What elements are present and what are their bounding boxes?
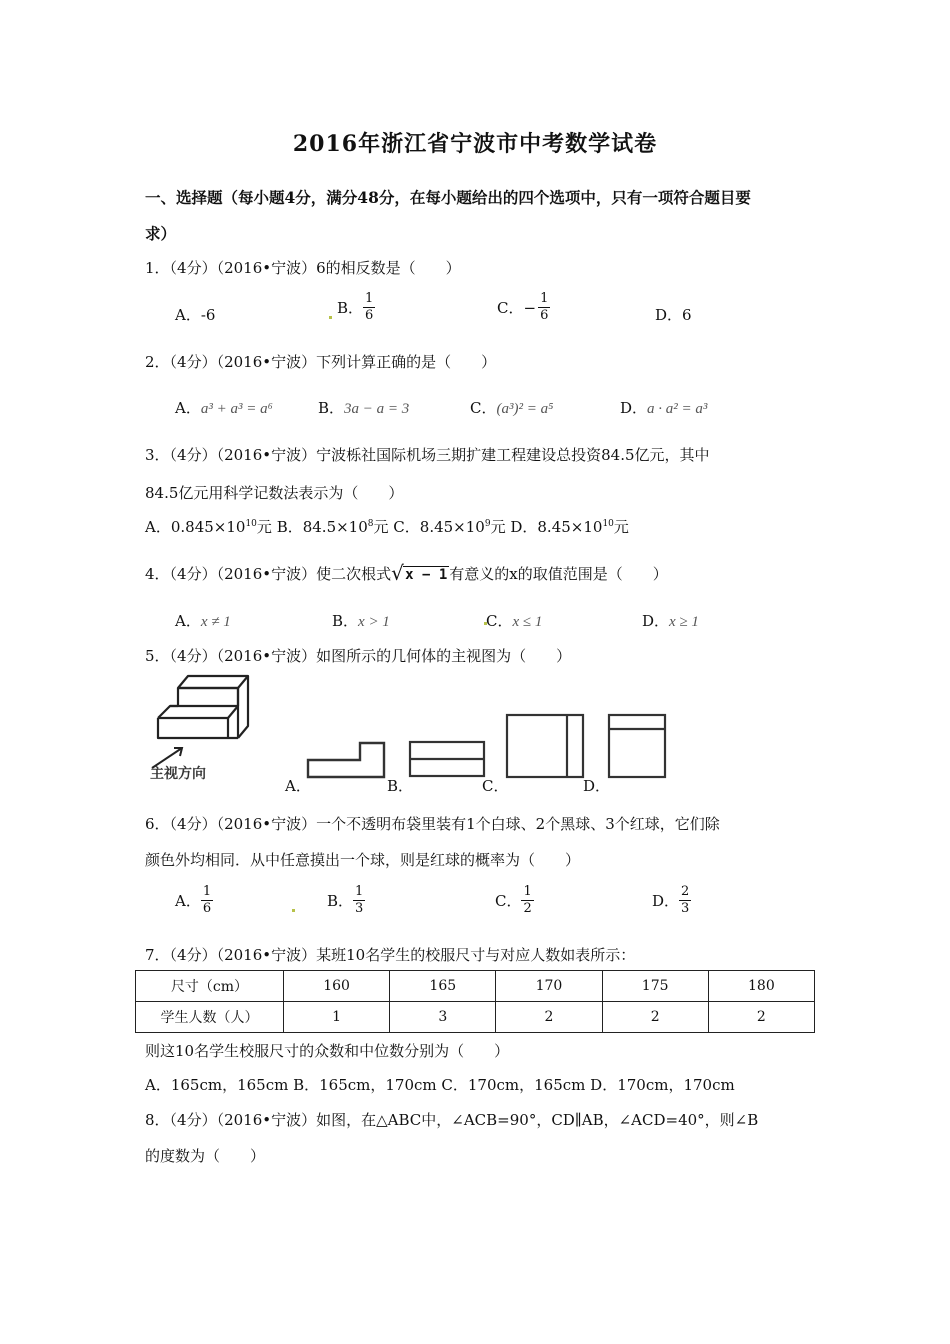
q2-label-c: C． (470, 399, 497, 417)
q3-stem-line1: 3．（4分）（2016•宁波）宁波栎社国际机场三期扩建工程建设总投资84.5亿元，其中 (145, 446, 710, 464)
q3-a-unit: 元 (256, 518, 272, 536)
q3-b-unit: 元 (373, 518, 389, 536)
q3-d-unit: 元 (613, 518, 629, 536)
table-cell: 180 (708, 971, 814, 1002)
q6-label-a: A． (175, 892, 201, 910)
q6-d-denominator: 3 (681, 901, 690, 916)
q6-label-d: D． (652, 892, 680, 910)
q2-option-b (318, 397, 409, 418)
q1-b-denominator: 6 (365, 308, 374, 323)
q4-label-c: C． (486, 612, 513, 630)
q1-b-numerator: 1 (365, 291, 374, 306)
q6-option-b (327, 884, 365, 917)
q6-stem-line2: 颜色外均相同．从中任意摸出一个球，则是红球的概率为（ ） (145, 851, 581, 869)
q6-stem-line1: 6．（4分）（2016•宁波）一个不透明布袋里装有1个白球、2个黑球、3个红球，它们除 (145, 815, 720, 833)
q8-stem-line1: 8．（4分）（2016•宁波）如图，在△ABC中，∠ACB=90°，CD∥AB，∠ACD=40°，则∠B (145, 1111, 759, 1129)
q7-stem: 7．（4分）（2016•宁波）某班10名学生的校服尺寸与对应人数如表所示： (145, 946, 636, 964)
table-cell: 160 (284, 971, 390, 1002)
q1-value-d: 6 (682, 306, 692, 324)
q1-fraction-b (363, 291, 375, 324)
q3-option-a (145, 518, 272, 536)
q3-options (145, 516, 629, 537)
q1-label-c: C． (497, 299, 524, 317)
q3-c-exponent: 9 (484, 519, 491, 529)
q5-label-b: B． (387, 777, 414, 795)
q1-stem: 1．（4分）（2016•宁波）6的相反数是（ ） (145, 259, 461, 277)
q1-c-numerator: 1 (540, 291, 549, 306)
q1-option-a (175, 304, 215, 325)
q2-expr-c: (a³)² = a⁵ (496, 401, 554, 417)
table-cell: 175 (602, 971, 708, 1002)
q3-d-base: D．8.45×10 (510, 518, 603, 536)
page-title: 2016年浙江省宁波市中考数学试卷 (292, 131, 658, 157)
q8-stem-line2: 的度数为（ ） (145, 1147, 266, 1165)
q5-option-c-figure (505, 713, 585, 779)
q6-option-d (652, 884, 691, 917)
q3-b-exponent: 8 (367, 519, 374, 529)
q3-c-base: C．8.45×10 (393, 518, 485, 536)
q2-label-a: A． (175, 399, 201, 417)
table-cell: 1 (284, 1002, 390, 1033)
q4-label-a: A． (175, 612, 201, 630)
q6-fraction-a (201, 884, 213, 917)
q1-label-a: A． (175, 306, 201, 324)
q2-option-c (470, 397, 553, 418)
q6-label-c: C． (495, 892, 522, 910)
q1-option-d (655, 304, 692, 325)
q2-expr-b: 3a − a = 3 (344, 401, 410, 417)
q5-option-b-figure (408, 740, 486, 778)
section-heading-line2: 求） (145, 224, 177, 243)
q4-stem-pre: 4．（4分）（2016•宁波）使二次根式 (145, 565, 392, 583)
q4-expr-b: x > 1 (358, 614, 390, 630)
q4-option-d (642, 610, 699, 631)
q3-option-b (277, 518, 389, 536)
q6-b-numerator: 1 (355, 884, 364, 899)
q2-expr-d: a · a² = a³ (647, 401, 708, 417)
q6-fraction-b (353, 884, 365, 917)
q6-a-denominator: 6 (202, 901, 212, 916)
q6-d-numerator: 2 (681, 884, 690, 899)
q3-stem-line2: 84.5亿元用科学记数法表示为（ ） (145, 484, 404, 502)
q1-fraction-c (538, 291, 550, 324)
q2-option-d (620, 397, 707, 418)
q1-value-a: -6 (200, 306, 216, 324)
q7-size-table (135, 970, 815, 1033)
table-cell: 3 (390, 1002, 496, 1033)
table-row (136, 971, 815, 1002)
q6-label-b: B． (327, 892, 354, 910)
q3-option-d (510, 518, 629, 536)
q1-label-b: B． (337, 299, 364, 317)
q6-option-c (495, 884, 534, 917)
q4-label-b: B． (332, 612, 359, 630)
q5-label-d: D． (583, 777, 611, 795)
table-cell: 2 (496, 1002, 602, 1033)
q5-option-d-figure (607, 713, 667, 779)
q4-expr-a: x ≠ 1 (200, 614, 231, 630)
table-header-cell: 尺寸（cm） (136, 971, 284, 1002)
q4-expr-d: x ≥ 1 (669, 614, 699, 630)
q1-label-d: D． (655, 306, 683, 324)
q5-label-c: C． (482, 777, 509, 795)
q1-c-denominator: 6 (540, 308, 549, 323)
q6-c-numerator: 1 (523, 884, 532, 899)
q6-fraction-d (679, 884, 691, 917)
q5-stem: 5．（4分）（2016•宁波）如图所示的几何体的主视图为（ ） (145, 647, 572, 665)
q2-expr-a: a³ + a³ = a⁶ (200, 401, 273, 417)
q3-a-base: A．0.845×10 (145, 518, 246, 536)
q7-options: A．165cm，165cm B．165cm，170cm C．170cm，165cm D．170cm，170cm (145, 1076, 735, 1094)
table-cell: 2 (602, 1002, 708, 1033)
q4-expr-c: x ≤ 1 (512, 614, 543, 630)
q6-option-a (175, 884, 213, 917)
q1-c-sign: − (523, 298, 537, 317)
q1-option-c (497, 291, 550, 324)
q3-a-exponent: 10 (245, 519, 257, 529)
radical-sign-icon: √ (391, 561, 404, 585)
q5-option-a-figure (305, 740, 387, 780)
q3-b-base: B．84.5×10 (276, 518, 368, 536)
q3-d-exponent: 10 (602, 519, 614, 529)
q2-option-a (175, 397, 273, 418)
q4-label-d: D． (642, 612, 670, 630)
q4-stem-post: 有意义的x的取值范围是（ ） (449, 565, 668, 583)
q2-label-b: B． (318, 399, 345, 417)
q4-option-c (486, 610, 542, 631)
scan-speck (329, 316, 332, 319)
q6-b-denominator: 3 (355, 901, 364, 916)
q7-question: 则这10名学生校服尺寸的众数和中位数分别为（ ） (145, 1042, 510, 1060)
q4-radicand: x − 1 (405, 567, 448, 583)
q5-label-a: A． (285, 777, 311, 795)
q4-radical (391, 561, 449, 585)
section-heading-line1: 一、选择题（每小题4分，满分48分，在每小题给出的四个选项中，只有一项符合题目要 (145, 188, 751, 207)
q6-c-denominator: 2 (523, 901, 532, 916)
q6-fraction-c (521, 884, 533, 917)
q4-option-b (332, 610, 390, 631)
q6-a-numerator: 1 (202, 884, 212, 899)
table-header-cell: 学生人数（人） (136, 1002, 284, 1033)
table-cell: 170 (496, 971, 602, 1002)
q1-option-b (337, 291, 375, 324)
scan-speck (292, 909, 295, 912)
table-cell: 165 (390, 971, 496, 1002)
q4-option-a (175, 610, 231, 631)
table-cell: 2 (708, 1002, 814, 1033)
q4-stem (145, 563, 668, 584)
table-row (136, 1002, 815, 1033)
q2-label-d: D． (620, 399, 648, 417)
q3-c-unit: 元 (490, 518, 506, 536)
q3-option-c (393, 518, 505, 536)
q2-stem: 2．（4分）（2016•宁波）下列计算正确的是（ ） (145, 353, 497, 371)
q5-caption: 主视方向 (150, 766, 206, 782)
